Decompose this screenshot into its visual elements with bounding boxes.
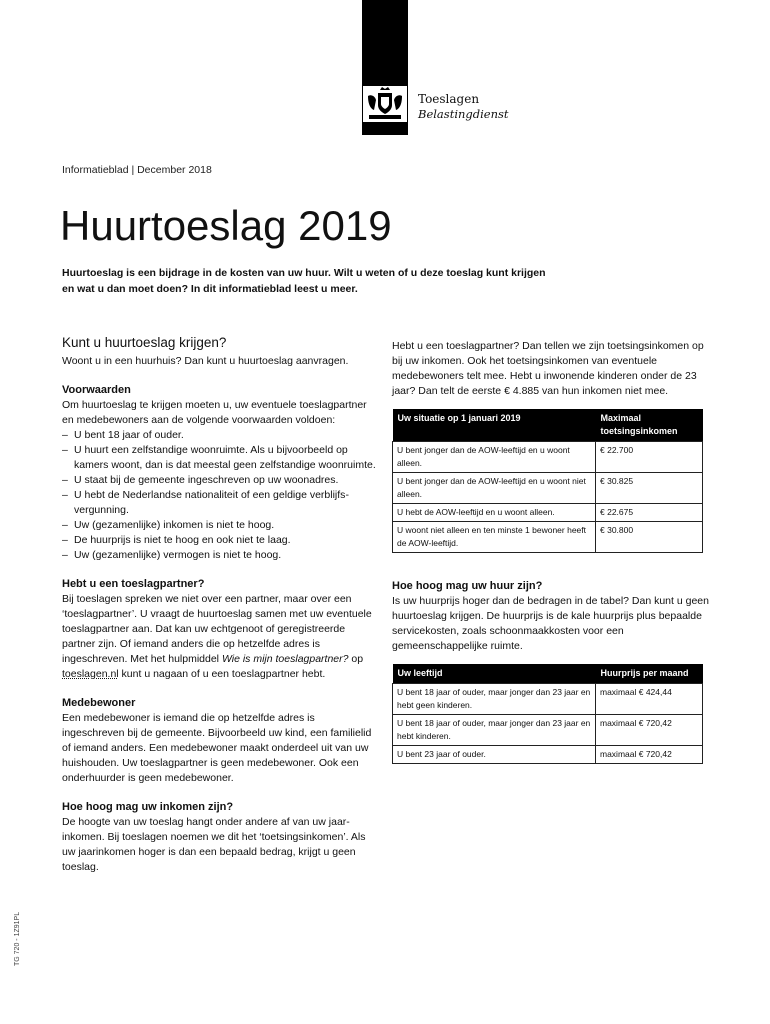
section-text-conditions: Om huurtoeslag te krijgen moeten u, uw eventuele toeslagpartner en medebewoners aan de volgende voorwaarden voldoen: <box>62 399 367 426</box>
list-item: – Uw (gezamenlijke) vermogen is niet te hoog. <box>62 548 377 563</box>
page-title: Huurtoeslag 2019 <box>60 202 392 249</box>
right-column <box>392 339 710 764</box>
brand-line-belastingdienst: Belastingdienst <box>418 107 509 121</box>
list-item: – Uw (gezamenlijke) inkomen is niet te hoog. <box>62 518 377 533</box>
document-meta: Informatieblad | December 2018 <box>62 164 212 176</box>
table-row <box>393 684 703 715</box>
table-header: Uw leeftijd <box>393 664 596 684</box>
intro-text: Huurtoeslag is een bijdrage in de kosten van uw huur. Wilt u weten of u deze toeslag kunt krijgen en wat u dan moet doen? In dit informatieblad leest u meer. <box>62 267 546 295</box>
table-header: Maximaal toetsingsinkomen <box>596 409 703 442</box>
toeslagen-link[interactable]: toeslagen.nl <box>62 668 119 680</box>
royal-crest-icon <box>363 86 407 122</box>
table-row <box>393 715 703 746</box>
table-cell: U bent 23 jaar of ouder. <box>393 746 596 764</box>
left-column <box>62 334 377 875</box>
table-cell: € 22.700 <box>596 442 703 473</box>
section-heading-cohabitant: Medebewoner <box>62 697 136 709</box>
section-heading-partner: Hebt u een toeslagpartner? <box>62 578 205 590</box>
table-header: Uw situatie op 1 januari 2019 <box>393 409 596 442</box>
section-text-rent: Is uw huurprijs hoger dan de bedragen in de tabel? Dan kunt u geen huurtoeslag krijgen. De huurprijs is de kale huurprijs plus bepaalde servicekosten, zoals schoonmaakkosten voor een gemeenschappelijke ruimte. <box>392 595 709 652</box>
section-text-partner-income: Hebt u een toeslagpartner? Dan tellen we zijn toetsingsinkomen op bij uw inkomen. Ook het toetsingsinkomen van eventuele medebewoners telt mee. Hebt u inwonende kinderen onder de 23 jaar? Dan telt de eerste € 4.885 van hun inkomen niet mee. <box>392 340 704 397</box>
table-row <box>393 746 703 764</box>
table-cell: maximaal € 720,42 <box>596 746 703 764</box>
section-text-eligibility: Woont u in een huurhuis? Dan kunt u huurtoeslag aanvragen. <box>62 355 349 367</box>
section-heading-income: Hoe hoog mag uw inkomen zijn? <box>62 801 234 813</box>
section-heading-rent: Hoe hoog mag uw huur zijn? <box>392 580 543 592</box>
table-row <box>393 504 703 522</box>
table-cell: € 30.800 <box>596 522 703 553</box>
section-text-cohabitant: Een medebewoner is iemand die op hetzelfde adres is ingeschreven bij de gemeente. Bijvoorbeeld uw kind, een familielid of iemand anders. Een medebewoner maakt onderdeel uit van uw huishouden. Uw toeslagpartner is geen medebewoner. Ook een onderhuurder is geen medebewoner. <box>62 712 372 784</box>
document-code: TG 720 - 1Z91PL <box>14 911 21 966</box>
table-cell: € 22.675 <box>596 504 703 522</box>
section-text-income: De hoogte van uw toeslag hangt onder andere af van uw jaarinkomen. Bij toeslagen noemen we dit het ‘toetsingsinkomen’. Als uw jaarinkomen hoger is dan een bepaald bedrag, krijgt u geen toeslag. <box>62 816 366 873</box>
table-cell: U hebt de AOW-leeftijd en u woont alleen. <box>393 504 596 522</box>
table-cell: U woont niet alleen en ten minste 1 bewoner heeft de AOW-leeftijd. <box>393 522 596 553</box>
section-heading-conditions: Voorwaarden <box>62 384 131 396</box>
conditions-list <box>62 428 377 563</box>
table-row <box>393 473 703 504</box>
table-cell: € 30.825 <box>596 473 703 504</box>
income-limits-table <box>392 409 703 553</box>
table-cell: U bent 18 jaar of ouder, maar jonger dan 23 jaar en hebt geen kinderen. <box>393 684 596 715</box>
table-row <box>393 442 703 473</box>
table-row <box>393 522 703 553</box>
partner-tool-name: Wie is mijn toeslagpartner? <box>221 653 349 665</box>
table-cell: U bent 18 jaar of ouder, maar jonger dan 23 jaar en hebt kinderen. <box>393 715 596 746</box>
brand-logo-text <box>418 92 509 122</box>
list-item: – U hebt de Nederlandse nationaliteit of een geldige verblijfsvergunning. <box>62 488 377 518</box>
rent-limits-table <box>392 664 703 764</box>
brand-line-toeslagen: Toeslagen <box>418 92 480 106</box>
table-cell: U bent jonger dan de AOW-leeftijd en u woont niet alleen. <box>393 473 596 504</box>
table-cell: maximaal € 720,42 <box>596 715 703 746</box>
list-item: – U huurt een zelfstandige woonruimte. Als u bijvoorbeeld op kamers woont, dan is dat meestal geen zelfstandige woonruimte. <box>62 443 377 473</box>
section-heading-eligibility: Kunt u huurtoeslag krijgen? <box>62 335 227 350</box>
section-text-partner: Bij toeslagen spreken we niet over een partner, maar over een ‘toeslagpartner’. U vraagt de huurtoeslag samen met uw eventuele toeslagpartner aan. Dat kan uw echtgenoot of geregistreerde partner zijn. Of iemand anders die op hetzelfde adres is ingeschreven. Met het hulpmiddel Wie is mijn toeslagpartner? op toeslagen.nl kunt u nagaan of u een toeslagpartner hebt. <box>62 593 372 680</box>
list-item: – U bent 18 jaar of ouder. <box>62 428 377 443</box>
list-item: – De huurprijs is niet te hoog en ook niet te laag. <box>62 533 377 548</box>
table-cell: U bent jonger dan de AOW-leeftijd en u woont alleen. <box>393 442 596 473</box>
list-item: – U staat bij de gemeente ingeschreven op uw woonadres. <box>62 473 377 488</box>
table-header: Huurprijs per maand <box>596 664 703 684</box>
table-cell: maximaal € 424,44 <box>596 684 703 715</box>
